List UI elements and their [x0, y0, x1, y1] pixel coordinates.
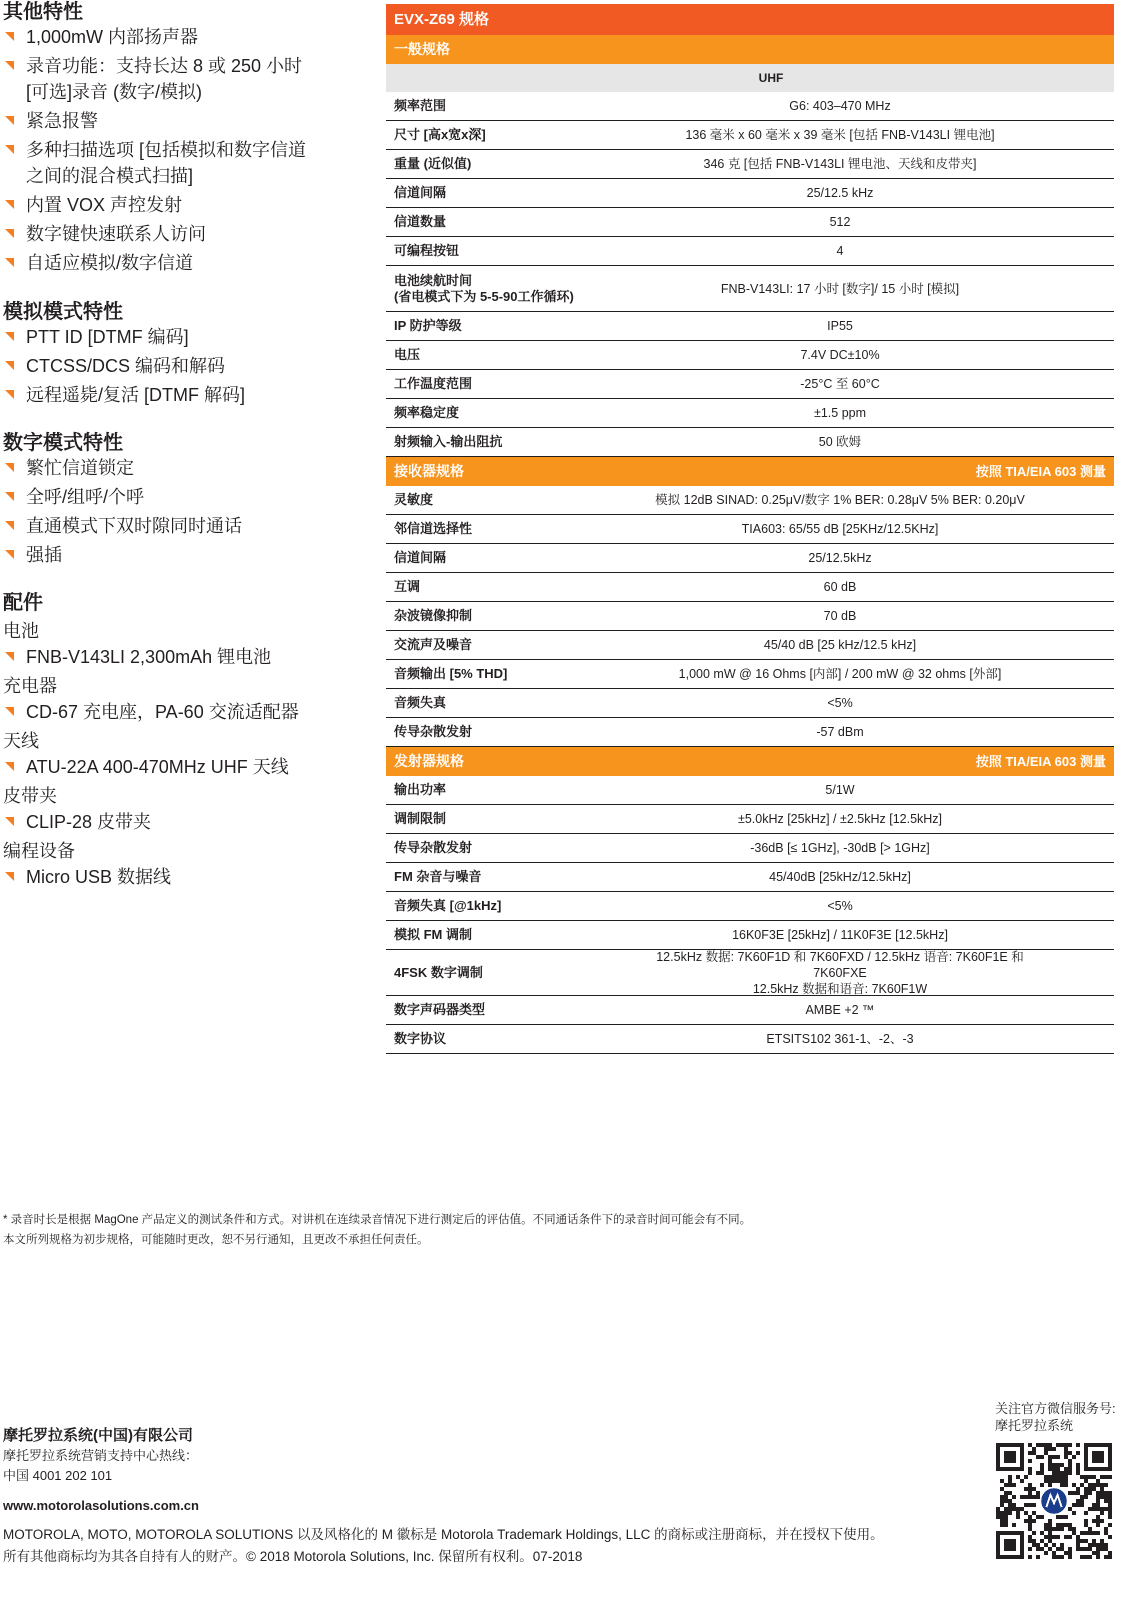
- list-item: [3, 644, 373, 670]
- spec-value: FNB-V143LI: 17 小时 [数字]/ 15 小时 [模拟]: [720, 281, 960, 296]
- spec-value: 45/40dB [25kHz/12.5kHz]: [769, 870, 911, 884]
- table-row: [386, 486, 1114, 515]
- spec-label: 灵敏度: [394, 492, 434, 507]
- spec-label: 输出功率: [394, 782, 447, 797]
- other-features-title: 其他特性: [3, 1, 83, 23]
- company-name: 摩托罗拉系统(中国)有限公司: [3, 1427, 193, 1444]
- transmitter-spec-note: 按照 TIA/EIA 603 测量: [975, 754, 1106, 769]
- list-item: [3, 542, 373, 568]
- accessory-items: [3, 644, 373, 670]
- bullet-triangle-icon: [5, 229, 14, 238]
- wechat-name: 摩托罗拉系统: [995, 1418, 1074, 1433]
- list-item: [3, 699, 373, 725]
- table-row: [386, 341, 1114, 370]
- spec-value: TIA603: 65/55 dB [25KHz/12.5KHz]: [741, 522, 939, 536]
- receiver-spec-header: [386, 457, 1114, 486]
- table-row: [386, 150, 1114, 179]
- bullet-triangle-icon: [5, 521, 14, 530]
- list-item: [3, 324, 373, 350]
- website-link[interactable]: www.motorolasolutions.com.cn: [3, 1498, 199, 1513]
- spec-label: 重量 (近似值): [394, 156, 472, 171]
- qr-code-icon[interactable]: [996, 1443, 1112, 1559]
- list-item-text: 全呼/组呼/个呼: [26, 487, 145, 507]
- transmitter-spec-rows: [386, 776, 1114, 1054]
- other-features-list: [3, 24, 313, 276]
- spec-label: 信道间隔: [394, 185, 447, 200]
- spec-value: 346 克 [包括 FNB-V143LI 锂电池、天线和皮带夹]: [703, 157, 977, 171]
- spec-label: 音频失真: [394, 695, 447, 710]
- list-item: [3, 24, 313, 50]
- spec-value: 60 dB: [823, 580, 857, 594]
- spec-label: 杂波镜像抑制: [394, 608, 473, 623]
- footnotes: [3, 1210, 751, 1250]
- bullet-triangle-icon: [5, 762, 14, 771]
- table-row: [386, 370, 1114, 399]
- spec-label: 电压: [394, 347, 421, 362]
- spec-label: IP 防护等级: [394, 318, 462, 333]
- spec-label: 电池续航时间 (省电模式下为 5-5-90工作循环): [394, 272, 574, 304]
- list-item-text: 强插: [26, 545, 62, 565]
- bullet-triangle-icon: [5, 361, 14, 370]
- list-item-text: 远程遥毙/复活 [DTMF 解码]: [26, 385, 245, 405]
- bullet-triangle-icon: [5, 116, 14, 125]
- spec-label: 交流声及噪音: [394, 637, 473, 652]
- spec-label: 频率范围: [394, 98, 447, 113]
- list-item: [3, 809, 373, 835]
- list-item-text: 繁忙信道锁定: [26, 458, 134, 478]
- spec-label: 4FSK 数字调制: [394, 964, 483, 980]
- table-row: [386, 718, 1114, 747]
- bullet-triangle-icon: [5, 332, 14, 341]
- table-row: [386, 660, 1114, 689]
- spec-label: 模拟 FM 调制: [394, 927, 472, 942]
- list-item-text: 自适应模拟/数字信道: [26, 253, 194, 273]
- spec-value: 512: [829, 215, 851, 229]
- general-spec-header: [386, 35, 1114, 64]
- spec-value: 25/12.5kHz: [808, 551, 872, 565]
- table-row: [386, 776, 1114, 805]
- bullet-triangle-icon: [5, 492, 14, 501]
- list-item: [3, 382, 373, 408]
- band-label: UHF: [758, 71, 784, 85]
- spec-label: 射频输入-输出阻抗: [394, 434, 503, 449]
- list-item: [3, 250, 313, 276]
- list-item-text: Micro USB 数据线: [26, 867, 172, 887]
- spec-value: 12.5kHz 数据: 7K60F1D 和 7K60FXD / 12.5kHz 语音: 7K60F1E 和 7K60FXE 12.5kHz 数据和语音: 7K60F1W: [656, 949, 1024, 996]
- spec-value: 136 毫米 x 60 毫米 x 39 毫米 [包括 FNB-V143LI 锂电池]: [685, 128, 995, 142]
- spec-label: 数字协议: [394, 1031, 447, 1046]
- spec-label: 频率稳定度: [394, 405, 460, 420]
- list-item-text: PTT ID [DTMF 编码]: [26, 327, 189, 347]
- bullet-triangle-icon: [5, 707, 14, 716]
- table-row: [386, 312, 1114, 341]
- list-item: [3, 221, 313, 247]
- table-row: [386, 208, 1114, 237]
- bullet-triangle-icon: [5, 32, 14, 41]
- table-row: [386, 266, 1114, 312]
- transmitter-spec-header: [386, 747, 1114, 776]
- list-item-text: 紧急报警: [26, 111, 98, 131]
- list-item-text: CTCSS/DCS 编码和解码: [26, 356, 226, 376]
- list-item-text: CLIP-28 皮带夹: [26, 812, 152, 832]
- spec-value: 4: [836, 244, 844, 258]
- table-row: [386, 834, 1114, 863]
- table-row: [386, 631, 1114, 660]
- spec-value: 70 dB: [823, 609, 857, 623]
- table-row: [386, 399, 1114, 428]
- accessory-category: 充电器: [3, 676, 57, 696]
- accessory-category: 电池: [3, 621, 39, 641]
- list-item: [3, 754, 373, 780]
- list-item-text: 1,000mW 内部扬声器: [26, 27, 199, 47]
- accessory-items: [3, 864, 373, 890]
- bullet-triangle-icon: [5, 817, 14, 826]
- spec-label: 信道间隔: [394, 550, 447, 565]
- features-column: [3, 0, 373, 893]
- spec-value: G6: 403–470 MHz: [789, 99, 891, 113]
- table-row: [386, 996, 1114, 1025]
- accessory-category: 编程设备: [3, 841, 75, 861]
- accessories-title: 配件: [3, 592, 43, 614]
- digital-features-title: 数字模式特性: [3, 432, 123, 454]
- spec-label: 音频输出 [5% THD]: [394, 666, 508, 681]
- table-row: [386, 179, 1114, 208]
- spec-value: 模拟 12dB SINAD: 0.25μV/数字 1% BER: 0.28μV 5% BER: 0.20μV: [655, 493, 1025, 507]
- list-item-text: ATU-22A 400-470MHz UHF 天线: [26, 757, 289, 777]
- footnote-disclaimer: 本文所列规格为初步规格，可能随时更改，恕不另行通知，且更改不承担任何责任。: [3, 1234, 429, 1246]
- spec-label: 可编程按钮: [394, 243, 460, 258]
- accessory-items: [3, 699, 373, 725]
- digital-features-list: [3, 455, 373, 568]
- analog-features-title: 模拟模式特性: [3, 301, 123, 323]
- bullet-triangle-icon: [5, 463, 14, 472]
- spec-title: EVX-Z69 规格: [386, 4, 1114, 35]
- hotline-label: 摩托罗拉系统营销支持中心热线：: [3, 1448, 199, 1463]
- spec-label: 工作温度范围: [394, 376, 473, 391]
- spec-label: 传导杂散发射: [394, 724, 473, 739]
- bullet-triangle-icon: [5, 550, 14, 559]
- wechat-info: [995, 1400, 1125, 1434]
- receiver-spec-title: 接收器规格: [394, 463, 464, 479]
- table-row: [386, 921, 1114, 950]
- spec-label: 邻信道选择性: [394, 521, 473, 536]
- list-item-text: FNB-V143LI 2,300mAh 锂电池: [26, 647, 272, 667]
- spec-value: <5%: [827, 696, 853, 710]
- analog-features-list: [3, 324, 373, 408]
- accessory-items: [3, 809, 373, 835]
- receiver-spec-rows: [386, 486, 1114, 747]
- list-item: [3, 513, 373, 539]
- accessory-items: [3, 754, 373, 780]
- bullet-triangle-icon: [5, 652, 14, 661]
- wechat-label: 关注官方微信服务号:: [995, 1401, 1116, 1416]
- list-item: [3, 353, 373, 379]
- list-item-text: 数字键快速联系人访问: [26, 224, 206, 244]
- spec-label: 互调: [394, 579, 421, 594]
- spec-label: 信道数量: [394, 214, 447, 229]
- table-row: [386, 689, 1114, 718]
- hotline-number: 中国 4001 202 101: [3, 1468, 113, 1483]
- table-row: [386, 428, 1114, 457]
- spec-value: 50 欧姆: [818, 435, 862, 449]
- bullet-triangle-icon: [5, 390, 14, 399]
- spec-value: 45/40 dB [25 kHz/12.5 kHz]: [763, 638, 917, 652]
- list-item-text: CD-67 充电座，PA-60 交流适配器: [26, 702, 299, 722]
- table-row: [386, 950, 1114, 996]
- table-row: [386, 1025, 1114, 1054]
- spec-value: ±5.0kHz [25kHz] / ±2.5kHz [12.5kHz]: [737, 812, 943, 826]
- list-item-text: 直通模式下双时隙同时通话: [26, 516, 242, 536]
- spec-value: -57 dBm: [816, 725, 864, 739]
- bullet-triangle-icon: [5, 61, 14, 70]
- bullet-triangle-icon: [5, 258, 14, 267]
- accessories-list: [3, 618, 373, 890]
- spec-label: 调制限制: [394, 811, 447, 826]
- list-item: [3, 192, 313, 218]
- list-item: [3, 137, 313, 189]
- accessory-category: 皮带夹: [3, 786, 57, 806]
- legal-line-2: 所有其他商标均为其各自持有人的财产。© 2018 Motorola Solutions, Inc. 保留所有权利。07-2018: [3, 1549, 583, 1564]
- list-item: [3, 53, 313, 105]
- table-row: [386, 863, 1114, 892]
- table-row: [386, 892, 1114, 921]
- table-row: [386, 92, 1114, 121]
- spec-value: -36dB [≤ 1GHz], -30dB [> 1GHz]: [750, 841, 930, 855]
- table-row: [386, 602, 1114, 631]
- company-info: [3, 1426, 198, 1486]
- spec-value: ETSITS102 361-1、-2、-3: [766, 1032, 914, 1046]
- legal-line-1: MOTOROLA, MOTO, MOTOROLA SOLUTIONS 以及风格化的 M 徽标是 Motorola Trademark Holdings, LLC 的商标或注册商标，并在授权下使用。: [3, 1527, 884, 1542]
- list-item-text: 多种扫描选项 [包括模拟和数字信道之间的混合模式扫描]: [26, 140, 307, 186]
- accessory-category: 天线: [3, 731, 39, 751]
- spec-label: 尺寸 [高x宽x深]: [394, 127, 486, 142]
- list-item: [3, 484, 373, 510]
- spec-value: 25/12.5 kHz: [806, 186, 874, 200]
- spec-label: FM 杂音与噪音: [394, 869, 482, 884]
- table-row: [386, 515, 1114, 544]
- bullet-triangle-icon: [5, 200, 14, 209]
- spec-value: 16K0F3E [25kHz] / 11K0F3E [12.5kHz]: [732, 928, 948, 942]
- transmitter-spec-title: 发射器规格: [394, 753, 464, 769]
- spec-value: 5/1W: [825, 783, 855, 797]
- table-row: [386, 805, 1114, 834]
- receiver-spec-note: 按照 TIA/EIA 603 测量: [975, 464, 1106, 479]
- spec-value: <5%: [827, 899, 853, 913]
- table-row: [386, 544, 1114, 573]
- table-row: [386, 573, 1114, 602]
- footnote-recording: * 录音时长是根据 MagOne 产品定义的测试条件和方式。对讲机在连续录音情况下进行测定后的评估值。不同通话条件下的录音时间可能会有不同。: [3, 1214, 752, 1226]
- list-item-text: 内置 VOX 声控发射: [26, 195, 183, 215]
- list-item: [3, 864, 373, 890]
- list-item: [3, 455, 373, 481]
- list-item-text: 录音功能：支持长达 8 或 250 小时 [可选]录音 (数字/模拟): [26, 56, 303, 102]
- spec-table: [386, 4, 1114, 1054]
- spec-label: 数字声码器类型: [394, 1002, 486, 1017]
- band-row: [386, 64, 1114, 92]
- spec-label: 传导杂散发射: [394, 840, 473, 855]
- bullet-triangle-icon: [5, 145, 14, 154]
- spec-value: IP55: [827, 319, 853, 333]
- spec-value: ±1.5 ppm: [813, 406, 867, 420]
- general-spec-rows: [386, 92, 1114, 457]
- spec-value: -25°C 至 60°C: [800, 377, 880, 391]
- spec-label: 音频失真 [@1kHz]: [394, 898, 502, 913]
- list-item: [3, 108, 313, 134]
- table-row: [386, 121, 1114, 150]
- table-row: [386, 237, 1114, 266]
- general-spec-title: 一般规格: [394, 41, 450, 57]
- bullet-triangle-icon: [5, 872, 14, 881]
- spec-value: 7.4V DC±10%: [800, 348, 880, 362]
- spec-value: AMBE +2 ™: [805, 1003, 875, 1017]
- spec-value: 1,000 mW @ 16 Ohms [内部] / 200 mW @ 32 ohms [外部]: [678, 667, 1002, 681]
- legal-notice: [3, 1524, 884, 1568]
